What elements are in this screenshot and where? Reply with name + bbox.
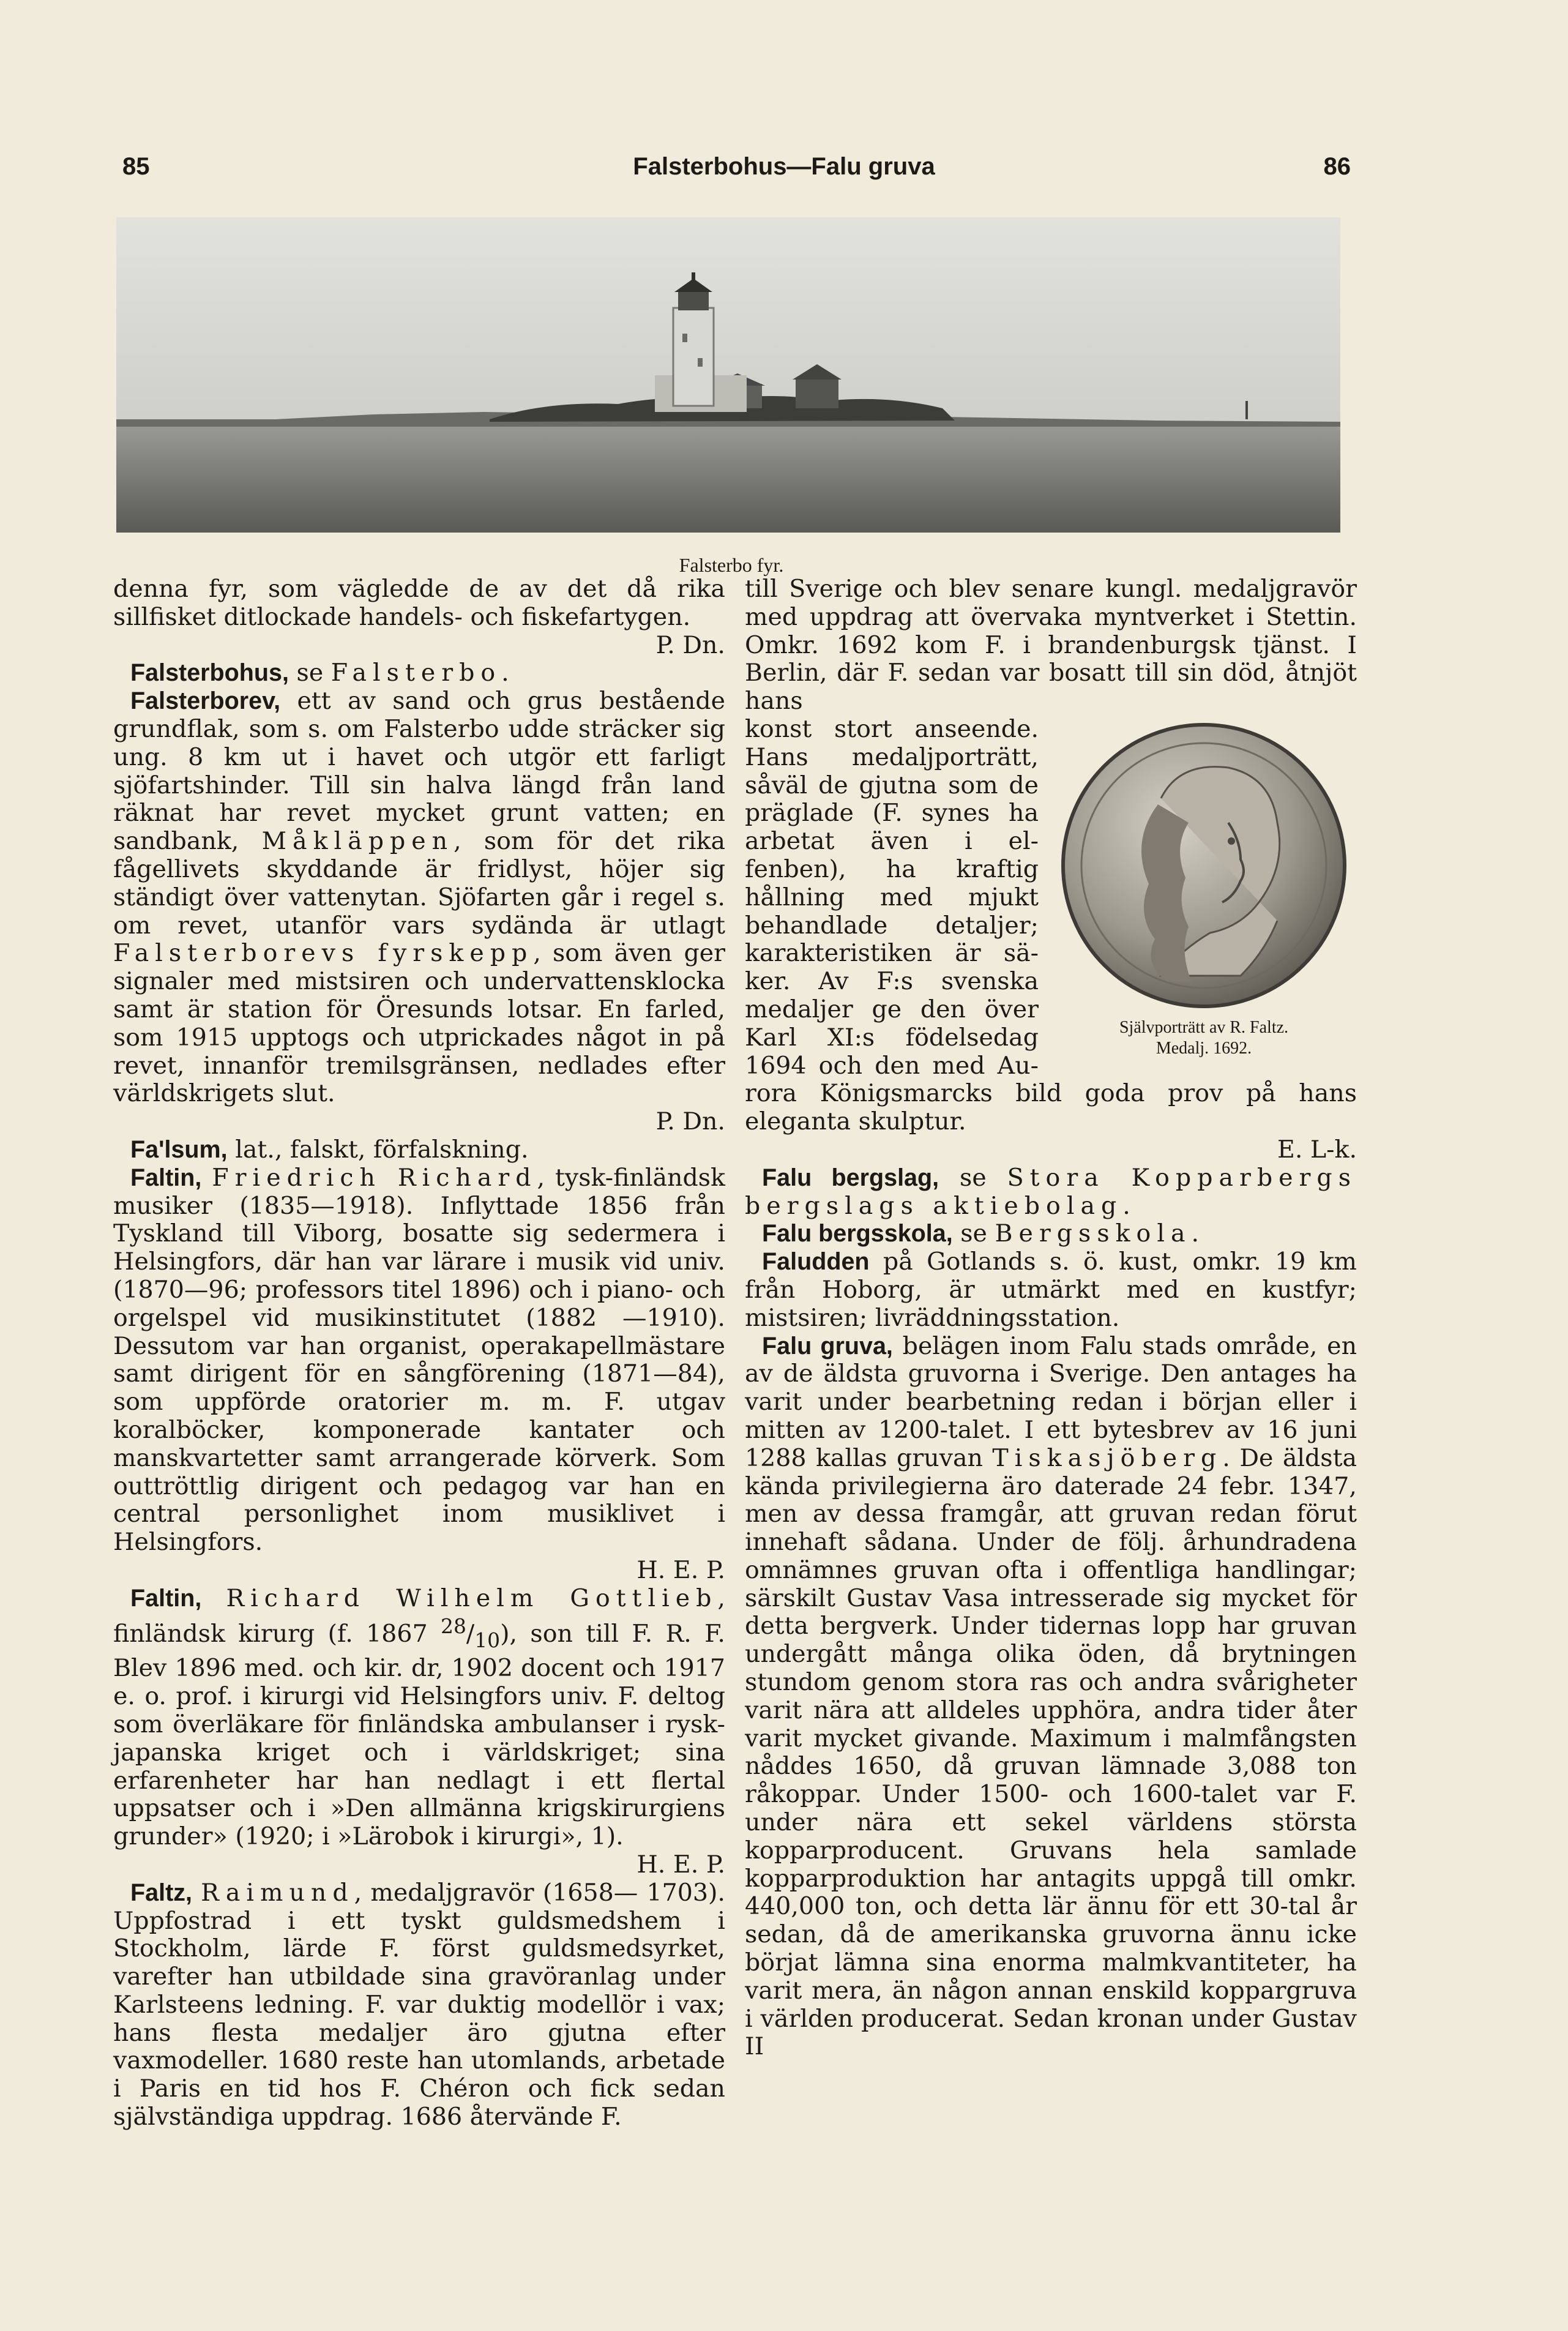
left-paragraph: Fa'lsum, lat., falskt, förfalskning. bbox=[130, 1135, 529, 1164]
lighthouse-picture bbox=[116, 217, 1340, 533]
right-paragraph: Falu bergslag, se Stora Kopparbergs bergslags aktiebolag. bbox=[745, 1163, 1357, 1220]
running-head bbox=[0, 153, 1568, 202]
photo-caption: Falsterbo fyr. bbox=[679, 554, 784, 576]
left-paragraph: Falsterborev, ett av sand och grus bestående grundflak, som s. om Falsterbo udde sträcker sig ung. 8 km ut i havet och utgör ett farligt sjöfartshinder. Till sin halva längd från land räknat har revet mycket grunt vatten; en sandbank, Måkläppen, som för det rika fågellivets skyddande är fridlyst, höjer sig ständigt över vattenytan. Sjöfarten går i regel s. om revet, utanför vars sydända är utlagt Falsterborevs fyrskepp, som även ger signaler med mistsiren och undervattensklocka samt är station för Öresunds lotsar. En farled, som 1915 upptogs och utprickades något in på revet, innanför tremilsgränsen, nedlades efter världskrigets slut. P. Dn. bbox=[113, 687, 725, 1136]
left-paragraph: Faltin, Friedrich Richard, tysk-finländsk musiker (1835—1918). Inflyttade 1856 från Tyskland till Viborg, bosatte sig sedermera i Helsingfors, där han var lärare i musik vid univ. (1870—96; professors titel 1896) och i piano- och orgelspel vid musikinstitutet (1882 —1910). Dessutom var han organist, operakapellmästare samt dirigent för en sångförening (1871—84), som uppförde oratorier m. m. F. utgav koralböcker, komponerade kantater och manskvartetter samt arrangerade körverk. Som outtröttlig dirigent och pedagog var han en central personlighet inom musiklivet i Helsingfors. H. E. P. bbox=[113, 1163, 725, 1584]
left-paragraph: Faltin, Richard Wilhelm Gottlieb, finländsk kirurg (f. 1867 $^{28}/_{10}$), son till F. R. F. Blev 1896 med. och kir. dr, 1902 docent och 1917 e. o. prof. i kirurgi vid Helsingfors univ. F. deltog som överläkare för finländska ambulanser i rysk-japanska kriget och i världskriget; sina erfarenheter har han nedlagt i ett flertal uppsatser och i »Den allmänna krigskirurgiens grunder» (1920; i »Lärobok i kirurgi», 1). H. E. P. bbox=[113, 1584, 725, 1879]
right-paragraph: Falu gruva, belägen inom Falu stads område, en av de äldsta gruvorna i Sverige. Den antages ha varit under bearbetning redan i början eller i mitten av 1200-talet. I ett bytesbrev av 16 juni 1288 kallas gruvan Tiskasjöberg. De äldsta kända privilegierna äro daterade 24 febr. 1347, men av dessa framgår, att gruvan redan förut innehaft sådana. Under de följ. århundradena omnämnes gruvan ofta i offentliga handlingar; särskilt Gustav Vasa intresserade sig mycket för detta bergverk. Under tidernas lopp har gruvan undergått många olika öden, då brytningen stundom genom stora ras och andra svårigheter varit nära att alldeles upphöra, andra tider åter varit mycket givande. Maximum i malmfångsten nåddes 1650, då gruvan lämnade 3,088 ton råkoppar. Under 1500- och 1600-talet var F. under nära ett sekel världens största kopparproducent. Gruvans hela samlade kopparproduktion har antagits uppgå till omkr. 440,000 ton, och detta lär ännu för ett 30-tal år sedan, då de amerikanska gruvorna ännu icke börjat lämna sina enorma malmkvantiteter, ha varit mera, än någon annan enskild koppargruva i världen producerat. Sedan kronan under Gustav II bbox=[745, 1331, 1357, 2061]
left-paragraph: Falsterbohus, se Falsterbo. bbox=[130, 659, 509, 687]
left-column bbox=[113, 575, 725, 2131]
left-paragraph: denna fyr, som vägledde de av det då rika sillfisket ditlockade handels- och fiskefartygen. P. Dn. bbox=[113, 575, 725, 659]
right-top-paragraph: till Sverige och blev senare kungl. medaljgravör med uppdrag att övervaka myntverket i Stettin. Omkr. 1692 kom F. i brandenburgsk tjänst. I Berlin, där F. sedan var bosatt till sin död, åtnjöt hans bbox=[745, 575, 1357, 716]
right-paragraph: Falu bergsskola, se Bergsskola. bbox=[762, 1219, 1200, 1248]
right-paragraph: Faludden på Gotlands s. ö. kust, omkr. 19 km från Hoborg, är utmärkt med en kustfyr; mistsiren; livräddningsstation. bbox=[745, 1248, 1357, 1332]
right-entries bbox=[745, 1164, 1357, 2062]
lighthouse-photo bbox=[116, 217, 1340, 533]
medal-caption: Självporträtt av R. Faltz. Medalj. 1692. bbox=[1119, 1017, 1289, 1058]
medal-portrait-icon bbox=[1057, 719, 1351, 1012]
page-number-left: 85 bbox=[122, 153, 150, 180]
right-wrap-paragraph: konst stort anseende. Hans medaljporträtt, såväl de gjutna som de präglade (F. synes ha arbetat även i elfenben), ha kraftig hållning med mjukt behandlade detaljer; karakteristiken är säker. Av F:s svenska medaljer ge den över Karl XI:s födelsedag 1694 och den med Aurora Königsmarcks bild goda prov på hans eleganta skulptur. E. L-k. bbox=[745, 714, 1357, 1164]
page-title: Falsterbohus—Falu gruva bbox=[633, 153, 935, 180]
left-paragraph: Faltz, Raimund, medaljgravör (1658— 1703). Uppfostrad i ett tyskt guldsmedshem i Stockholm, lärde F. först guldsmedsyrket, varefter han utbildade sina gravöranlag under Karlsteens ledning. F. var duktig modellör i vax; hans flesta medaljer äro gjutna efter vaxmodeller. 1680 reste han utomlands, arbetade i Paris en tid hos F. Chéron och fick sedan självständiga uppdrag. 1686 återvände F. bbox=[113, 1878, 725, 2131]
page-number-right: 86 bbox=[1323, 153, 1351, 180]
right-column bbox=[745, 575, 1357, 2061]
medal-figure bbox=[1051, 719, 1357, 1064]
